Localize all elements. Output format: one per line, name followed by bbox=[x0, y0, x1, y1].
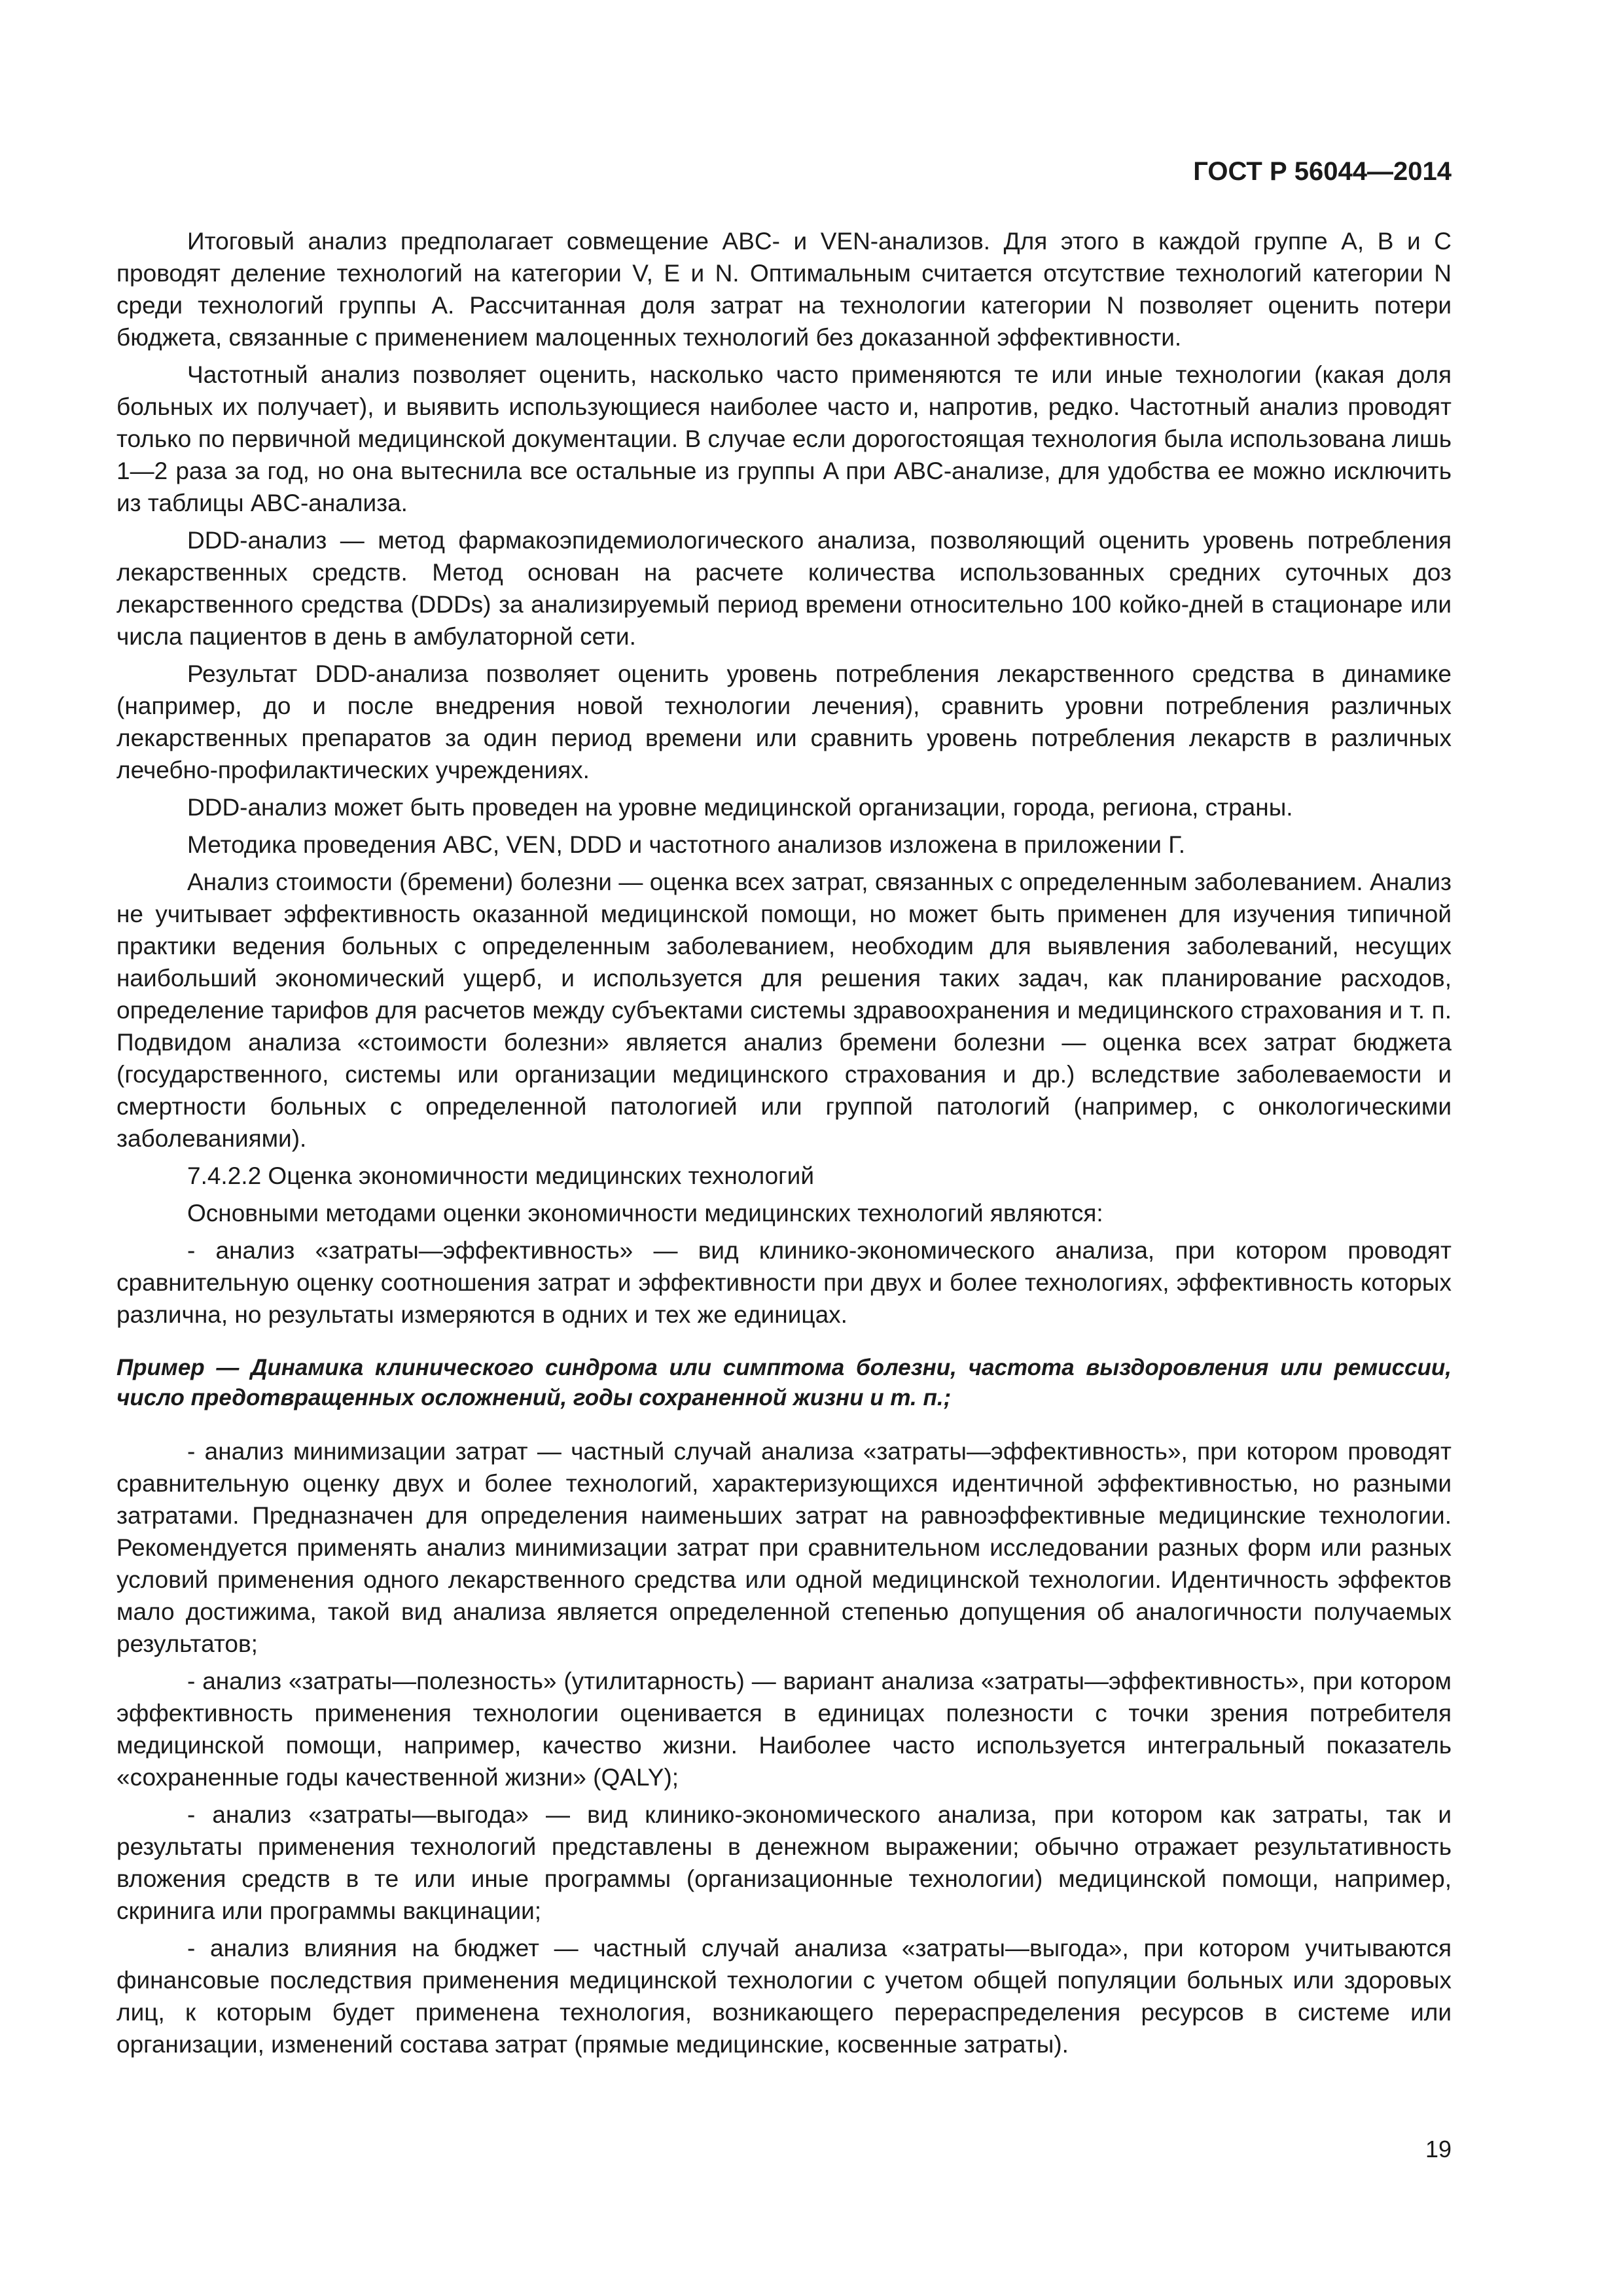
list-item-budget-impact: - анализ влияния на бюджет — частный случай анализа «затраты—выгода», при котором учитываются финансовые последствия применения медицинской технологии с учетом общей популяции больных или здоровых лиц, к которым будет применена технология, возникающего перераспределения ресурсов в системе или организации, изменений состава затрат (прямые медицинские, косвенные затраты). bbox=[116, 1935, 1452, 2058]
paragraph-methodology: Методика проведения ABC, VEN, DDD и частотного анализов изложена в приложении Г. bbox=[187, 831, 1186, 858]
paragraph-ddd-definition: DDD-анализ — метод фармакоэпидемиологического анализа, позволяющий оценить уровень потребления лекарственных средств. Метод основан на расчете количества использованных средних суточных доз лекарственного средства (DDDs) за анализируемый период времени относительно 100 койко-дней в стационаре или числа пациентов в день в амбулаторной сети. bbox=[116, 527, 1452, 650]
example-note: Пример — Динамика клинического синдрома или симптома болезни, частота выздоровления или ремиссии, число предотвращенных осложнений, годы сохраненной жизни и т. п.; bbox=[116, 1355, 1452, 1410]
section-heading-7-4-2-2: 7.4.2.2 Оценка экономичности медицинских технологий bbox=[187, 1162, 815, 1189]
list-item-cost-utility: - анализ «затраты—полезность» (утилитарность) — вариант анализа «затраты—эффективность», при котором эффективность применения технологии оценивается в единицах полезности с точки зрения потребителя медицинской помощи, например, качество жизни. Наиболее часто используется интегральный показатель «сохраненные годы качественной жизни» (QALY); bbox=[116, 1668, 1452, 1791]
paragraph-frequency-analysis: Частотный анализ позволяет оценить, насколько часто применяются те или иные технологии (какая доля больных их получает), и выявить использующиеся наиболее часто и, напротив, редко. Частотный анализ проводят только по первичной медицинской документации. В случае если дорогостоящая технология была использована лишь 1—2 раза за год, но она вытеснила все остальные из группы A при ABC-анализе, для удобства ее можно исключить из таблицы ABC-анализа. bbox=[116, 361, 1452, 516]
page-number: 19 bbox=[1425, 2136, 1452, 2162]
paragraph-cost-of-illness: Анализ стоимости (бремени) болезни — оценка всех затрат, связанных с определенным заболеванием. Анализ не учитывает эффективность оказанной медицинской помощи, но может быть применен для изучения типичной практики ведения больных с определенным заболеванием, необходим для выявления заболеваний, несущих наибольший экономический ущерб, и используется для решения таких задач, как планирование расходов, определение тарифов для расчетов между субъектами системы здравоохранения и медицинского страхования и т. п. Подвидом анализа «стоимости болезни» является анализ бремени болезни — оценка всех затрат бюджета (государственного, системы или организации медицинского страхования и др.) вследствие заболеваемости и смертности больных с определенной патологией или группой патологий (например, с онкологическими заболеваниями). bbox=[116, 869, 1452, 1152]
list-item-cost-minimization: - анализ минимизации затрат — частный случай анализа «затраты—эффективность», при котором проводят сравнительную оценку двух и более технологий, характеризующихся идентичной эффективностью, но разными затратами. Предназначен для определения наименьших затрат на равноэффективные медицинские технологии. Рекомендуется применять анализ минимизации затрат при сравнительном исследовании разных форм или разных условий применения одного лекарственного средства или одной медицинской технологии. Идентичность эффектов мало достижима, такой вид анализа является определенной степенью допущения об аналогичности получаемых результатов; bbox=[116, 1438, 1452, 1657]
paragraph-ddd-result: Результат DDD-анализа позволяет оценить уровень потребления лекарственного средства в динамике (например, до и после внедрения новой технологии лечения), сравнить уровни потребления различных лекарственных препаратов за один период времени или сравнить уровень потребления лекарств в различных лечебно-профилактических учреждениях. bbox=[116, 660, 1452, 783]
paragraph-final-analysis: Итоговый анализ предполагает совмещение ABC- и VEN-анализов. Для этого в каждой группе A, B и C проводят деление технологий на категории V, E и N. Оптимальным считается отсутствие технологий категории N среди технологий группы A. Рассчитанная доля затрат на технологии категории N позволяет оценить потери бюджета, связанные с применением малоценных технологий без доказанной эффективности. bbox=[116, 228, 1452, 351]
page-body bbox=[116, 225, 1452, 2066]
standard-header: ГОСТ Р 56044—2014 bbox=[1193, 157, 1452, 186]
paragraph-ddd-level: DDD-анализ может быть проведен на уровне медицинской организации, города, региона, страны. bbox=[187, 794, 1293, 821]
list-item-cost-benefit: - анализ «затраты—выгода» — вид клинико-экономического анализа, при котором как затраты, так и результаты применения технологий представлены в денежном выражении; обычно отражает результативность вложения средств в те или иные программы (организационные технологии) медицинской помощи, например, скринига или программы вакцинации; bbox=[116, 1801, 1452, 1924]
list-item-cost-effectiveness: - анализ «затраты—эффективность» — вид клинико-экономического анализа, при котором проводят сравнительную оценку соотношения затрат и эффективности при двух и более технологиях, эффективность которых различна, но результаты измеряются в одних и тех же единицах. bbox=[116, 1237, 1452, 1328]
paragraph-main-methods: Основными методами оценки экономичности медицинских технологий являются: bbox=[187, 1200, 1103, 1227]
